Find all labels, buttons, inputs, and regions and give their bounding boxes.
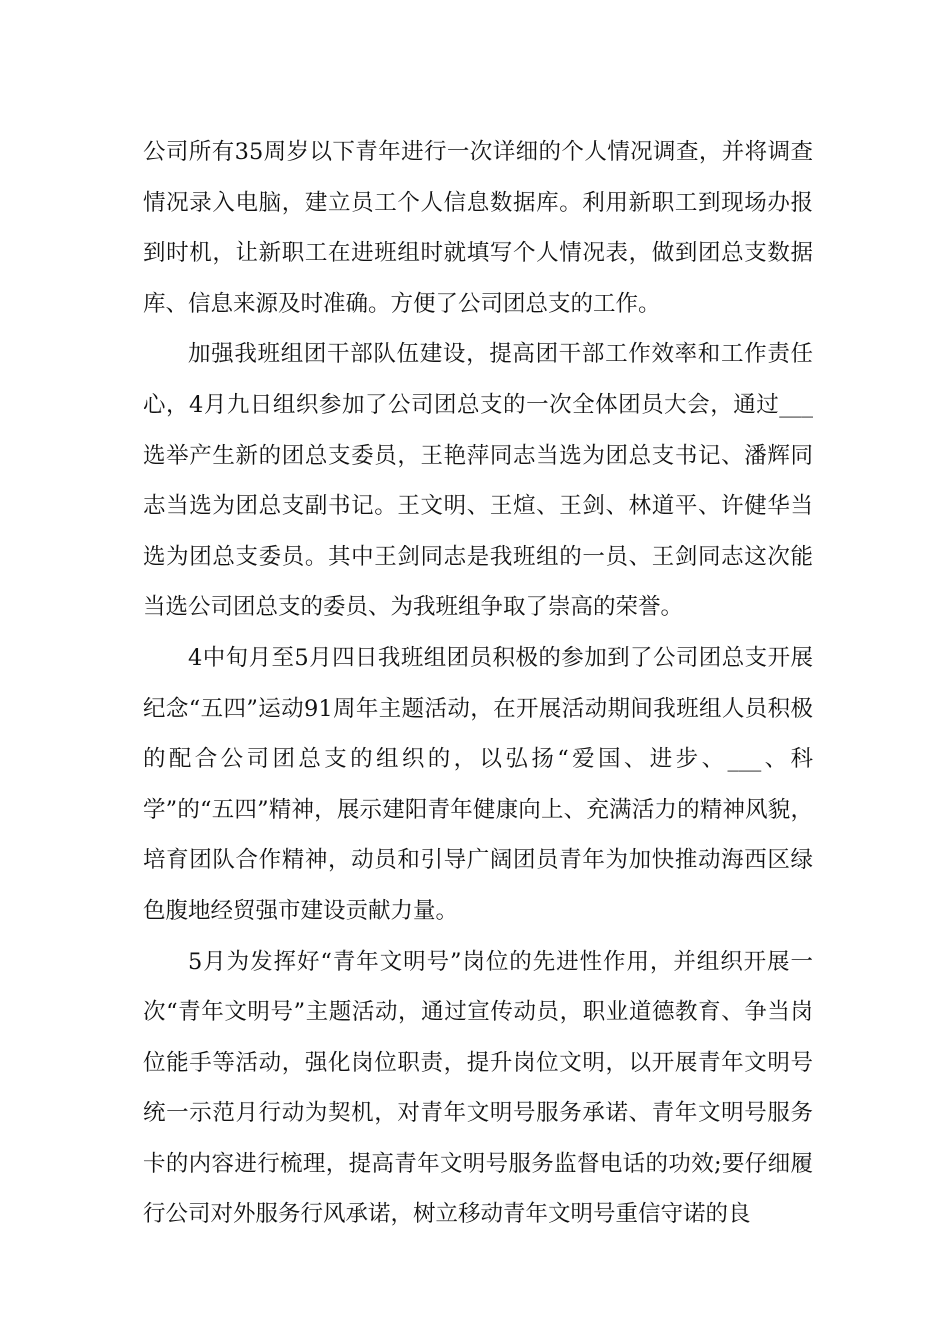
document-body bbox=[143, 127, 813, 1240]
paragraph-1: 公司所有35周岁以下青年进行一次详细的个人情况调查，并将调查情况录入电脑，建立员工个人信息数据库。利用新职工到现场办报到时机，让新职工在进班组时就填写个人情况表，做到团总支数据库、信息来源及时准确。方便了公司团总支的工作。 bbox=[143, 139, 813, 317]
paragraph-4: 5月为发挥好“青年文明号”岗位的先进性作用，并组织开展一次“青年文明号”主题活动，通过宣传动员，职业道德教育、争当岗位能手等活动，强化岗位职责，提升岗位文明，以开展青年文明号统一示范月行动为契机，对青年文明号服务承诺、青年文明号服务卡的内容进行梳理，提高青年文明号服务监督电话的功效;要仔细履行公司对外服务行风承诺，树立移动青年文明号重信守诺的良 bbox=[143, 948, 813, 1228]
paragraph-3: 4中旬月至5月四日我班组团员积极的参加到了公司团总支开展纪念“五四”运动91周年主题活动，在开展活动期间我班组人员积极的配合公司团总支的组织的，以弘扬“爱国、进步、___、科学”的“五四”精神，展示建阳青年健康向上、充满活力的精神风貌，培育团队合作精神，动员和引导广阔团员青年为加快推动海西区绿色腹地经贸强市建设贡献力量。 bbox=[143, 644, 813, 924]
paragraph-2: 加强我班组团干部队伍建设，提高团干部工作效率和工作责任心，4月九日组织参加了公司团总支的一次全体团员大会，通过___选举产生新的团总支委员，王艳萍同志当选为团总支书记、潘辉同志当选为团总支副书记。王文明、王煊、王剑、林道平、许健华当选为团总支委员。其中王剑同志是我班组的一员、王剑同志这次能当选公司团总支的委员、为我班组争取了崇高的荣誉。 bbox=[143, 341, 813, 621]
